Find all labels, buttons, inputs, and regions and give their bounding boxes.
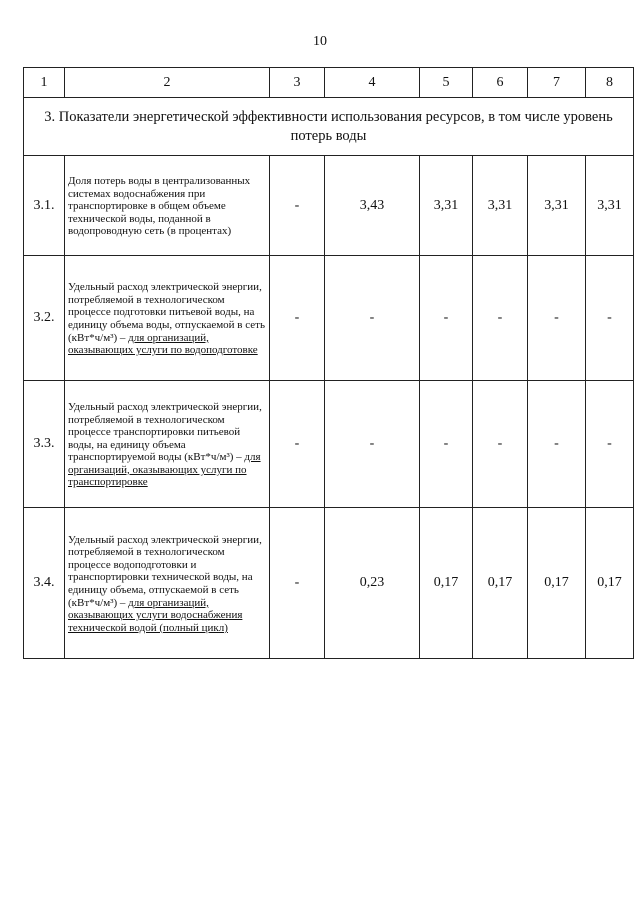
value-cell: 0,17 [473,508,528,659]
header-cell: 1 [24,68,65,98]
value-cell: - [270,256,325,381]
value-cell: - [420,381,473,508]
header-cell: 4 [325,68,420,98]
row-description-underlined: для организаций, оказывающих услуги по транспортировке [68,451,261,489]
header-cell: 3 [270,68,325,98]
row-description [65,156,270,256]
value-cell: 0,17 [528,508,586,659]
header-cell: 6 [473,68,528,98]
row-description [65,508,270,659]
table-row [24,381,634,508]
value-cell: - [473,256,528,381]
table-row [24,508,634,659]
value-cell: 3,31 [586,156,634,256]
value-cell: - [586,381,634,508]
header-cell: 8 [586,68,634,98]
row-description [65,256,270,381]
row-number: 3.1. [24,156,65,256]
row-description-text: Удельный расход электрической энергии, потребляемой в технологическом процессе подготовки питьевой воды, на единицу объема воды, отпускаемой в сеть (кВт*ч/м³) – [68,281,265,344]
value-cell: 3,31 [528,156,586,256]
row-description-text: Удельный расход электрической энергии, потребляемой в технологическом процессе транспортировки питьевой воды, на единицу объема транспортируемой воды (кВт*ч/м³) – [68,400,262,464]
indicators-table [23,67,634,659]
value-cell: - [420,256,473,381]
row-description [65,381,270,508]
page-number: 10 [313,34,327,49]
value-cell: - [473,381,528,508]
row-number: 3.4. [24,508,65,659]
row-description-text: Удельный расход электрической энергии, потребляемой в технологическом процессе водоподготовки и транспортировки технической воды, на единицу объема, отпускаемой в сеть (кВт*ч/м³) – [68,533,262,609]
row-number: 3.2. [24,256,65,381]
header-row [24,68,634,98]
row-description-underlined: для организаций, оказывающих услуги по водоподготовке [68,331,258,357]
value-cell: - [270,156,325,256]
row-description-text: Доля потерь воды в централизованных системах водоснабжения при транспортировке в общем объеме технической воды, поданной в водопроводную сеть (в процентах) [68,175,251,238]
value-cell: 3,31 [420,156,473,256]
row-description-underlined: для организаций, оказывающих услуги водоснабжения технической водой (полный цикл) [68,596,243,634]
table-row [24,156,634,256]
value-cell: - [325,381,420,508]
value-cell: - [325,256,420,381]
value-cell: - [528,256,586,381]
value-cell: - [528,381,586,508]
value-cell: 3,43 [325,156,420,256]
section-title: 3. Показатели энергетической эффективности использования ресурсов, в том числе уровень потерь воды [24,98,634,156]
section-row [24,98,634,156]
value-cell: - [270,508,325,659]
value-cell: 0,17 [420,508,473,659]
value-cell: 3,31 [473,156,528,256]
value-cell: 0,23 [325,508,420,659]
table-row [24,256,634,381]
row-number: 3.3. [24,381,65,508]
header-cell: 7 [528,68,586,98]
header-cell: 2 [65,68,270,98]
value-cell: - [586,256,634,381]
header-cell: 5 [420,68,473,98]
value-cell: - [270,381,325,508]
value-cell: 0,17 [586,508,634,659]
